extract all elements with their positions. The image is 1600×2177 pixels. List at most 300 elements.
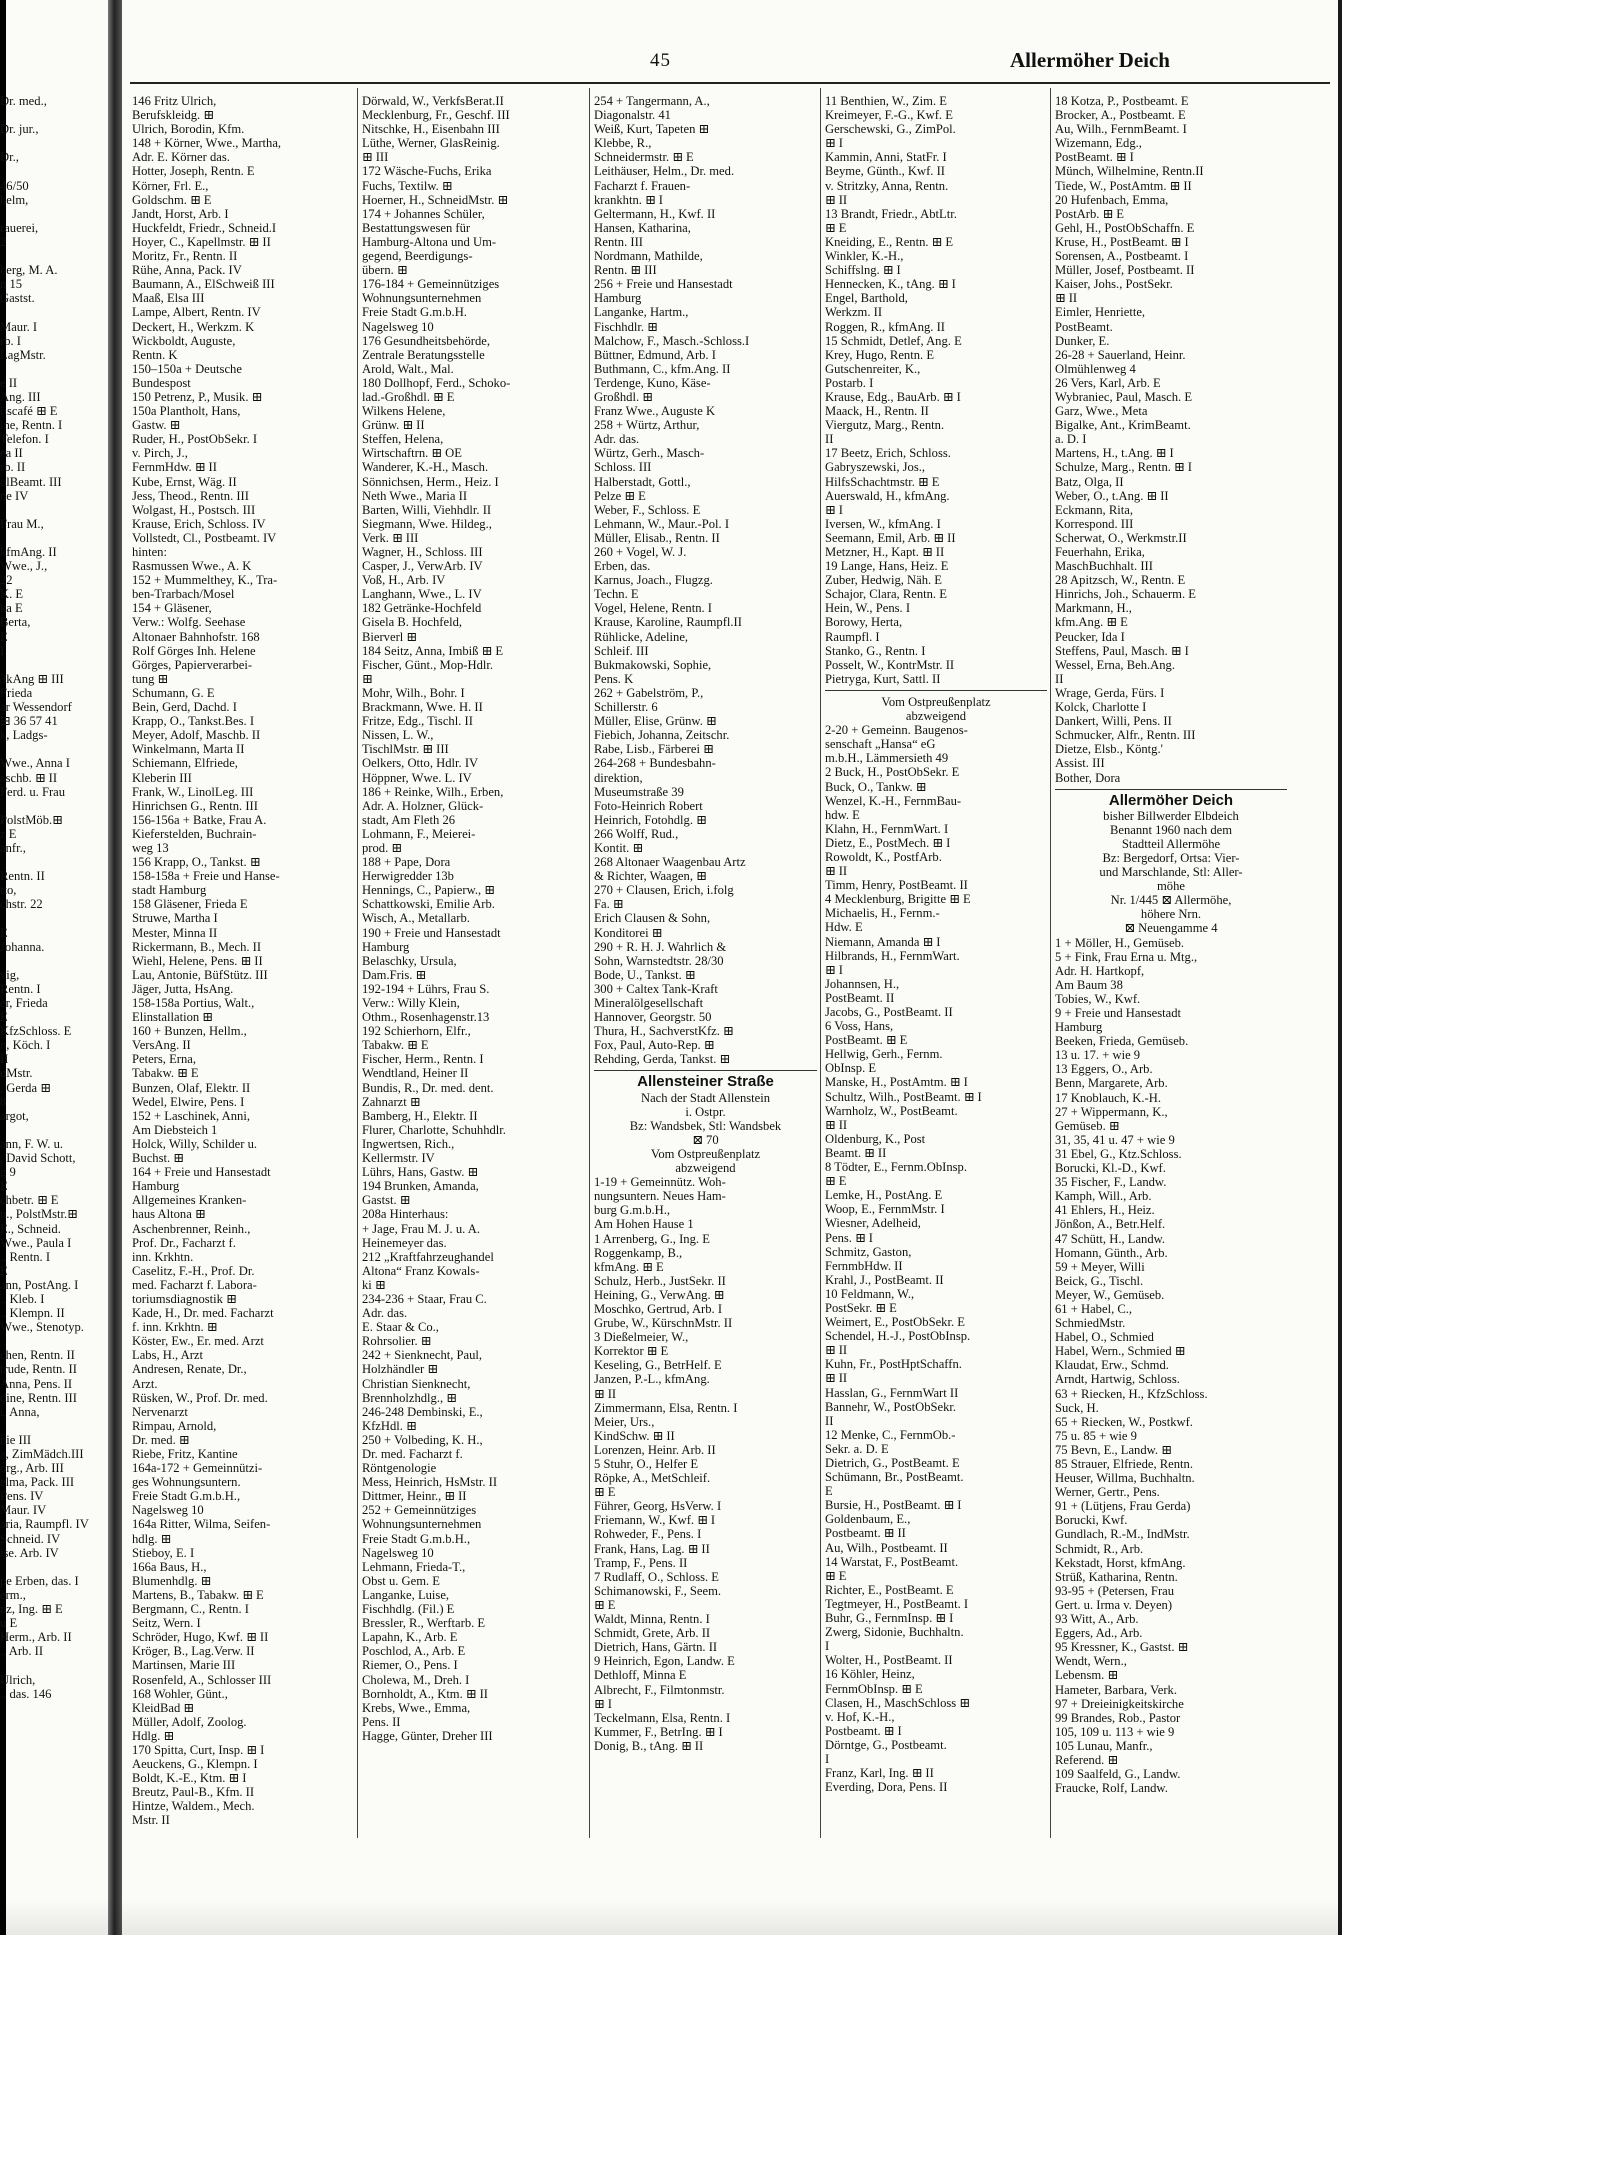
listing-line: 46/50 (0, 178, 29, 193)
listing-line: Gastst. ⊞ (362, 1193, 411, 1208)
listing-line: helm, (0, 192, 29, 207)
listing-line: senschaft „Hansa“ eG (825, 737, 936, 752)
listing-line: E (0, 629, 8, 644)
listing-line: Tiede, W., PostAmtm. ⊞ II (1055, 178, 1192, 193)
listing-line: berg, M. A. (0, 263, 58, 278)
listing-line: f. inn. Krkhtn. ⊞ (132, 1320, 218, 1335)
listing-line: E., Schneid. (0, 1221, 61, 1236)
listing-line: Rowoldt, K., PostfArb. (825, 849, 942, 864)
directory-column-5 (1055, 94, 1287, 1829)
listing-line: TischlMstr. ⊞ III (362, 742, 449, 757)
listing-line: Homann, Günth., Arb. (1055, 1245, 1168, 1260)
listing-line: Clasen, H., MaschSchloss ⊞ (825, 1695, 970, 1710)
listing-line: Korrespond. III (1055, 516, 1134, 531)
listing-line: , Gerda ⊞ (0, 1080, 51, 1095)
listing-line: Rabe, Lisb., Färberei ⊞ (594, 742, 714, 757)
listing-line: Schattkowski, Emilie Arb. (362, 897, 495, 912)
listing-line: 194 Brunken, Amanda, (362, 1179, 479, 1194)
listing-line: 2-20 + Gemeinn. Baugenos- (825, 723, 968, 738)
listing-line: Keseling, G., BetrHelf. E (594, 1358, 722, 1373)
listing-line (0, 503, 106, 517)
listing-line: 19 Lange, Hans, Heiz. E (825, 559, 949, 574)
section-rule (1055, 789, 1287, 790)
listing-line: Beick, G., Tischl. (1055, 1273, 1144, 1288)
listing-line: burg G.m.b.H., (594, 1203, 671, 1218)
listing-line: Altona“ Franz Kowals- (362, 1263, 480, 1278)
listing-line: Maur. IV (0, 1503, 47, 1518)
listing-line: Gastst. (0, 291, 35, 306)
listing-line: 15 Schmidt, Detlef, Ang. E (825, 333, 962, 348)
listing-line: Lemke, H., PostAng. E (825, 1188, 943, 1203)
listing-line: Boldt, K.-E., Ktm. ⊞ I (132, 1771, 247, 1786)
listing-line: Führer, Georg, HsVerw. I (594, 1499, 722, 1514)
listing-line: Schmucker, Alfr., Rentn. III (1055, 728, 1196, 743)
listing-line: Malchow, F., Masch.-Schloss.I (594, 333, 750, 348)
listing-line: 18 Kotza, P., Postbeamt. E (1055, 94, 1189, 108)
listing-line: Bursie, H., PostBeamt. ⊞ I (825, 1498, 962, 1513)
listing-line: + Jage, Frau M. J. u. A. (362, 1221, 480, 1236)
listing-line: 150–150a + Deutsche (132, 361, 242, 376)
listing-line: uMstr. (0, 1066, 33, 1081)
listing-line: Dr. med. ⊞ (132, 1432, 190, 1447)
listing-line: 152 + Laschinek, Anni, (132, 1108, 250, 1123)
listing-line: Müller, Elisab., Rentn. II (594, 530, 720, 545)
listing-line: 59 + Meyer, Willi (1055, 1259, 1145, 1274)
listing-line: 9 Heinrich, Egon, Landw. E (594, 1654, 735, 1669)
listing-line: Buhr, G., FernmInsp. ⊞ I (825, 1611, 954, 1626)
listing-line: elma, Pack. III (0, 1475, 75, 1490)
listing-line: E (0, 1263, 8, 1278)
listing-line: Terdenge, Kuno, Käse- (594, 375, 711, 390)
listing-line (0, 954, 106, 968)
listing-line: Riemer, O., Pens. I (362, 1658, 458, 1673)
listing-line: 254 + Tangermann, A., (594, 94, 710, 108)
listing-line: Freie Stadt G.m.b.H. (362, 305, 467, 320)
listing-line: ann, F. W. u. (0, 1136, 64, 1151)
listing-line: 176 Gesundheitsbehörde, (362, 333, 491, 348)
listing-line: Manske, H., PostAmtm. ⊞ I (825, 1075, 968, 1090)
listing-line: Rehding, Gerda, Tankst. ⊞ (594, 1052, 731, 1067)
listing-line: Bukmakowski, Sophie, (594, 657, 712, 672)
listing-line: 252 + Gemeinnütziges (362, 1503, 477, 1518)
listing-line: 156 Krapp, O., Tankst. ⊞ (132, 855, 261, 870)
listing-line: Am Hohen Hause 1 (594, 1217, 694, 1232)
listing-line: Steffen, Helena, (362, 432, 444, 447)
listing-line: Engel, Barthold, (825, 291, 908, 306)
listing-line: Eimler, Henriette, (1055, 305, 1146, 320)
listing-line: 10 Feldmann, W., (825, 1286, 915, 1301)
listing-line: ⊞ I (594, 1696, 612, 1711)
listing-line: 166a Baus, H., (132, 1559, 207, 1574)
listing-line: 93-95 + (Petersen, Frau (1055, 1583, 1175, 1598)
listing-line: 258 + Würtz, Arthur, (594, 418, 700, 433)
listing-line: Fuchs, Textilw. ⊞ (362, 178, 453, 193)
listing-line: v. Hof, K.-H., (825, 1709, 895, 1724)
listing-line: Neth Wwe., Maria II (362, 488, 468, 503)
listing-line: Dr. jur., (0, 122, 39, 137)
listing-line: Telefon. I (0, 432, 49, 447)
listing-line: 150a Plantholt, Hans, (132, 404, 241, 419)
listing-line: Oelkers, Otto, Hdlr. IV (362, 756, 479, 771)
listing-line: Weber, F., Schloss. E (594, 502, 701, 517)
listing-line: Dietze, Elsb., Köntg.' (1055, 742, 1163, 757)
listing-line: Pens. IV (0, 1489, 44, 1504)
listing-line: Martens, B., Tabakw. ⊞ E (132, 1587, 264, 1602)
listing-line: ann, PostAng. I (0, 1277, 79, 1292)
listing-line: Zuber, Hedwig, Näh. E (825, 573, 943, 588)
listing-line: Gisela B. Hochfeld, (362, 615, 463, 630)
listing-line: Raumpfl. I (825, 629, 880, 644)
listing-line: Bierverl ⊞ (362, 629, 417, 644)
listing-line: 8 Tödter, E., Fernm.ObInsp. (825, 1160, 967, 1175)
listing-line: II (1055, 671, 1064, 686)
listing-line: Vogel, Helene, Rentn. I (594, 601, 712, 616)
listing-line: Bein, Gerd, Dachd. I (132, 700, 237, 715)
listing-line: Halberstadt, Gottl., (594, 474, 691, 489)
listing-line: Aschenbrenner, Reinh., (132, 1221, 251, 1236)
listing-line: I (825, 1639, 830, 1654)
listing-line: E (0, 1010, 8, 1025)
listing-line: Metzner, H., Kapt. ⊞ II (825, 545, 945, 559)
listing-line: Körner, Frl. E., (132, 178, 209, 193)
listing-line: vig, (0, 967, 20, 982)
listing-line: Krause, Edg., BauArb. ⊞ I (825, 389, 961, 404)
listing-line: a. D. I (1055, 432, 1087, 447)
listing-line: Langhann, Wwe., L. IV (362, 587, 482, 602)
listing-line: 17 Beetz, Erich, Schloss. (825, 446, 951, 461)
listing-line (0, 164, 106, 178)
listing-line: ⊞ I (825, 502, 843, 517)
listing-line: Deckert, H., Werkzm. K (132, 319, 255, 334)
listing-line (0, 1560, 106, 1574)
listing-line: nungsuntern. Neues Ham- (594, 1189, 726, 1204)
listing-line: Schmidt, R., Arb. (1055, 1541, 1144, 1556)
listing-line: Baumann, A., ElSchweiß III (132, 277, 275, 292)
listing-line: Hennecken, K., tAng. ⊞ I (825, 277, 956, 292)
listing-line: g 9 (0, 1165, 16, 1180)
listing-line: ⊞ I (825, 962, 843, 977)
listing-line: 2 Buck, H., PostObSekr. E (825, 765, 960, 780)
listing-line: 150 Petrenz, P., Musik. ⊞ (132, 389, 263, 404)
listing-line: Adr. das. (362, 1306, 408, 1321)
listing-line: Pelze ⊞ E (594, 488, 646, 503)
listing-line: Klahn, H., FernmWart. I (825, 821, 949, 836)
listing-line: Hoyer, C., Kapellmstr. ⊞ II (132, 234, 271, 249)
listing-line: Korrektor ⊞ E (594, 1344, 669, 1359)
street-info: Nr. 1/445 ⊠ Allermöhe, (1110, 893, 1232, 908)
listing-line: Dörwald, W., VerkfsBerat.II (362, 94, 504, 108)
listing-line: Wolter, H., PostBeamt. II (825, 1653, 953, 1668)
listing-line: Jess, Theod., Rentn. III (132, 488, 249, 503)
listing-line: Donig, B., tAng. ⊞ II (594, 1738, 704, 1753)
listing-line: 180 Dollhopf, Ferd., Schoko- (362, 375, 511, 390)
listing-line: Rühe, Anna, Pack. IV (132, 263, 242, 278)
listing-line: Schloss. III (594, 460, 652, 475)
listing-line: Hdlg. ⊞ (132, 1728, 175, 1743)
listing-line: 264-268 + Bundesbahn- (594, 756, 716, 771)
listing-line: Wiehl, Helene, Pens. ⊞ II (132, 953, 263, 968)
listing-line: Gabryszewski, Jos., (825, 460, 926, 475)
listing-line: 158-158a + Freie und Hanse- (132, 869, 280, 884)
listing-line: Dankert, Willi, Pens. II (1055, 714, 1172, 729)
listing-line: Erich Clausen & Sohn, (594, 911, 711, 926)
listing-line: Museumstraße 39 (594, 784, 684, 799)
listing-line: Ulrich, Borodin, Kfm. (132, 122, 245, 137)
listing-line: 152 + Mummelthey, K., Tra- (132, 573, 278, 588)
listing-line: Gemüseb. ⊞ (1055, 1118, 1120, 1133)
listing-line: Kontit. ⊞ (594, 840, 644, 855)
listing-line: Fischhdlg. (Fil.) E (362, 1602, 455, 1617)
listing-line: Münch, Wilhelmine, Rentn.II (1055, 164, 1204, 179)
listing-line: Batz, Olga, II (1055, 474, 1124, 489)
listing-line: Gert. u. Irma v. Deyen) (1055, 1597, 1173, 1612)
listing-line: Verw.: Willy Klein, (362, 996, 460, 1010)
listing-line: 3kAng ⊞ III (0, 671, 64, 686)
listing-line: Krause, Erich, Schloss. IV (132, 516, 266, 531)
listing-line: Borucki, Kwf. (1055, 1513, 1128, 1528)
listing-line: Nissen, L. W., (362, 728, 434, 743)
listing-line: Everding, Dora, Pens. II (825, 1780, 948, 1795)
listing-line: 172 Wäsche-Fuchs, Erika (362, 164, 492, 179)
listing-line: Krahl, J., PostBeamt. II (825, 1272, 944, 1287)
listing-line: 250 + Volbeding, K. H., (362, 1432, 483, 1447)
listing-line: Klebbe, R., (594, 136, 652, 151)
listing-line: 256 + Freie und Hansestadt (594, 277, 733, 292)
listing-line: Waldt, Minna, Rentn. I (594, 1612, 710, 1627)
street-info: ⊠ Neuengamme 4 (1124, 921, 1218, 936)
listing-line: Herm., Arb. II (0, 1630, 72, 1645)
listing-line: ar Wessendorf (0, 700, 72, 715)
listing-line (0, 207, 106, 221)
listing-line: Herwigredder 13b (362, 869, 454, 884)
listing-line: Wilkens Helene, (362, 404, 446, 419)
listing-line: Bannehr, W., PostObSekr. (825, 1399, 957, 1414)
listing-line: Tabakw. ⊞ E (362, 1038, 429, 1053)
listing-line: ⊞ II (1055, 291, 1078, 306)
listing-line: Seitz, Wern. I (132, 1616, 201, 1631)
listing-line: Hamburg (132, 1179, 180, 1194)
listing-line: Beamt. ⊞ II (825, 1145, 887, 1160)
listing-line: ⊞ II (594, 1386, 617, 1401)
running-head: Allermöher Deich (1010, 48, 1170, 72)
listing-line: Köster, Ew., Er. med. Arzt (132, 1334, 264, 1349)
listing-line: 184 Seitz, Anna, Imbiß ⊞ E (362, 643, 504, 658)
listing-line: Postbeamt. ⊞ I (825, 1723, 902, 1738)
listing-line (0, 799, 106, 813)
listing-line: Fa. ⊞ (594, 897, 624, 912)
listing-line: Ulrich, (0, 1672, 36, 1687)
listing-line: Am Baum 38 (1055, 977, 1123, 992)
listing-line: ne IV (0, 488, 29, 503)
listing-line: Rentn. III (594, 234, 643, 249)
listing-line: ., Arb. II (0, 1644, 44, 1659)
listing-line: Bornholdt, A., Ktm. ⊞ II (362, 1686, 488, 1701)
listing-line: Bundespost (132, 375, 191, 390)
listing-line: Kade, H., Dr. med. Facharzt (132, 1306, 274, 1321)
listing-line: Buchst. ⊞ (132, 1151, 184, 1166)
listing-line: Fischer, Günt., Mop-Hdlr. (362, 657, 494, 672)
listing-line: Sohn, Warnstedtstr. 28/30 (594, 953, 724, 968)
listing-line: PostBeamt. (1055, 319, 1113, 334)
listing-line: 4 Mecklenburg, Brigitte ⊞ E (825, 892, 971, 907)
previous-page-fragment (0, 94, 106, 1701)
listing-line: kfm.Ang. ⊞ E (1055, 615, 1128, 630)
listing-line: Bigalke, Ant., KrimBeamt. (1055, 418, 1191, 433)
listing-line: II (825, 432, 834, 447)
listing-line: Voß, H., Arb. IV (362, 573, 446, 588)
listing-line: Hagge, Günter, Dreher III (362, 1728, 493, 1743)
listing-line: chstr. 22 (0, 897, 43, 912)
listing-line: Arzt. (132, 1376, 158, 1391)
listing-line: Thura, H., SachverstKfz. ⊞ (594, 1024, 734, 1039)
listing-line: Casper, J., VerwArb. IV (362, 559, 483, 574)
listing-line: 1 + Möller, H., Gemüseb. (1055, 935, 1185, 950)
listing-line: Struwe, Martha I (132, 911, 218, 926)
listing-line: Lorenzen, Heinr. Arb. II (594, 1442, 716, 1457)
listing-line: Langanke, Hartm., (594, 305, 689, 320)
listing-line: stadt, Am Fleth 26 (362, 812, 456, 827)
listing-line: Mohr, Wilh., Bohr. I (362, 685, 465, 700)
listing-line: Kieferstelden, Buchrain- (132, 826, 257, 841)
listing-line: Peters, Erna, (132, 1052, 196, 1067)
listing-line: Kreimeyer, F.-G., Kwf. E (825, 108, 953, 123)
listing-line: Großhdl. ⊞ (594, 389, 653, 404)
listing-line: Hintze, Waldem., Mech. (132, 1799, 255, 1814)
listing-line: FernmObInsp. ⊞ E (825, 1681, 923, 1696)
listing-line: n., PolstMstr.⊞ (0, 1207, 78, 1222)
street-info: Nach der Stadt Allenstein (640, 1090, 771, 1105)
listing-line: Winkler, K.-H., (825, 249, 904, 264)
listing-line: Rentn. II (0, 869, 45, 884)
listing-line (0, 1123, 106, 1137)
listing-line: 8 (0, 1094, 7, 1109)
listing-line: Rickermann, B., Mech. II (132, 939, 262, 954)
listing-line: Hasslan, G., FernmWart II (825, 1385, 959, 1400)
listing-line: Rentn. I (0, 981, 41, 996)
listing-line: Hamburg (362, 939, 410, 954)
listing-line: Bamberg, H., Elektr. II (362, 1108, 478, 1123)
listing-line: Steffens, Paul, Masch. ⊞ I (1055, 643, 1189, 658)
listing-line: Jandt, Horst, Arb. I (132, 206, 229, 221)
listing-line: Klaudat, Erw., Schmd. (1055, 1358, 1169, 1373)
listing-line: Goldschm. ⊞ E (132, 192, 212, 207)
listing-line: 246-248 Dembinski, E., (362, 1404, 483, 1419)
listing-line: Verw.: Wolfg. Seehase (132, 615, 246, 630)
listing-line: n 15 (0, 277, 23, 292)
listing-line: Kolck, Charlotte I (1055, 700, 1147, 715)
listing-line: Bode, U., Tankst. ⊞ (594, 967, 696, 982)
listing-line: ea II (0, 446, 23, 461)
listing-line: E (0, 925, 8, 940)
listing-line: Bother, Dora (1055, 770, 1121, 785)
listing-line (0, 658, 106, 672)
listing-line: Fox, Paul, Auto-Rep. ⊞ (594, 1038, 715, 1053)
listing-line: ⊞ II (825, 864, 848, 879)
listing-line: Friemann, W., Kwf. ⊞ I (594, 1513, 716, 1528)
listing-line: 17 Knoblauch, K.-H. (1055, 1090, 1161, 1105)
listing-line: Hinrichsen G., Rentn. III (132, 798, 258, 813)
listing-line: Hannover, Georgstr. 50 (594, 1010, 712, 1025)
listing-line: Vollstedt, Cl., Postbeamt. IV (132, 530, 277, 545)
listing-line: nie III (0, 1432, 32, 1447)
listing-line: Konditorei ⊞ (594, 925, 663, 940)
listing-line: 212 „Kraftfahrzeughandel (362, 1249, 494, 1264)
listing-line: Fritze, Edg., Tischl. II (362, 714, 473, 729)
listing-line: Bunzen, Olaf, Elektr. II (132, 1080, 251, 1095)
listing-line: direktion, (594, 770, 643, 785)
listing-line: Meier, Urs., (594, 1414, 655, 1429)
listing-line: PostBeamt. II (825, 990, 895, 1005)
listing-line: trude, Rentn. II (0, 1362, 77, 1377)
listing-line: 1 Arrenberg, G., Ing. E (594, 1231, 710, 1246)
listing-line: Sorensen, A., Postbeamt. I (1055, 249, 1189, 264)
listing-line: 266 Wolff, Rud., (594, 826, 679, 841)
listing-line: abzweigend (905, 709, 967, 724)
listing-line: Schmitz, Gaston, (825, 1244, 912, 1259)
listing-line: Schumann, G. E (132, 685, 215, 700)
listing-line: 99 Brandes, Rob., Pastor (1055, 1710, 1181, 1725)
listing-line: Meyer, Adolf, Maschb. II (132, 728, 261, 743)
listing-line: 95 Kressner, K., Gastst. ⊞ (1055, 1640, 1189, 1655)
listing-line: Strüß, Katharina, Rentn. (1055, 1569, 1178, 1584)
listing-line: Kruse, H., PostBeamt. ⊞ I (1055, 234, 1189, 249)
listing-line: 28 Apitzsch, W., Rentn. E (1055, 573, 1186, 588)
listing-line: erm., (0, 1587, 26, 1602)
listing-line: z E (0, 826, 17, 841)
listing-line: Wizemann, Edg., (1055, 136, 1142, 151)
column-rule (820, 88, 821, 1838)
listing-line: Hansen, Katharina, (594, 220, 691, 235)
listing-line: ka E (0, 601, 23, 616)
listing-line: prod. ⊞ (362, 840, 402, 855)
listing-line: 93 Witt, A., Arb. (1055, 1612, 1139, 1627)
listing-line: Schultz, Wilh., PostBeamt. ⊞ I (825, 1089, 982, 1104)
listing-line: 26-28 + Sauerland, Heinr. (1055, 347, 1186, 362)
listing-line: KleidBad ⊞ (132, 1700, 194, 1715)
listing-line: Ang. III (0, 389, 41, 404)
listing-line: Postbeamt. ⊞ II (825, 1526, 906, 1541)
listing-line: Aeuckens, G., Klempn. I (132, 1757, 258, 1772)
listing-line: ., Rentn. I (0, 1249, 51, 1264)
listing-line: Viergutz, Marg., Rentn. (825, 418, 945, 433)
listing-line: 188 + Pape, Dora (362, 855, 451, 870)
listing-line: Winkelmann, Marta II (132, 742, 245, 757)
listing-line: ine, Rentn. I (0, 418, 63, 433)
listing-line: Janzen, P.-L., kfmAng. (594, 1372, 710, 1387)
listing-line: Posselt, W., KontrMstr. II (825, 657, 955, 672)
listing-line: Dethloff, Minna E (594, 1668, 687, 1683)
listing-line: Eggers, Ad., Arb. (1055, 1626, 1143, 1641)
listing-line: Prof. Dr., Facharzt f. (132, 1235, 236, 1250)
listing-line: 63 + Riecken, H., KfzSchloss. (1055, 1386, 1208, 1401)
listing-line: ⊞ (362, 671, 373, 686)
listing-line: Heuser, Willma, Buchhaltn. (1055, 1471, 1195, 1486)
listing-line: Kekstadt, Horst, kfmAng. (1055, 1555, 1186, 1570)
listing-line: 192-194 + Lührs, Frau S. (362, 981, 490, 996)
listing-line: Adr. das. (594, 432, 640, 447)
listing-line: er, Frieda (0, 996, 48, 1010)
listing-line: Krapp, O., Tankst.Bes. I (132, 714, 255, 729)
street-info: abzweigend (675, 1161, 736, 1176)
listing-line: LagMstr. (0, 347, 46, 362)
listing-line: Hennings, C., Papierw., ⊞ (362, 883, 495, 898)
listing-line: Gutschenreiter, K., (825, 361, 921, 376)
book-gutter (108, 0, 122, 1935)
street-info: ⊠ 70 (692, 1132, 719, 1147)
listing-line: FernmbHdw. II (825, 1258, 903, 1273)
directory-column-1 (132, 94, 354, 1829)
listing-line: Sekr. a. D. E (825, 1441, 889, 1456)
